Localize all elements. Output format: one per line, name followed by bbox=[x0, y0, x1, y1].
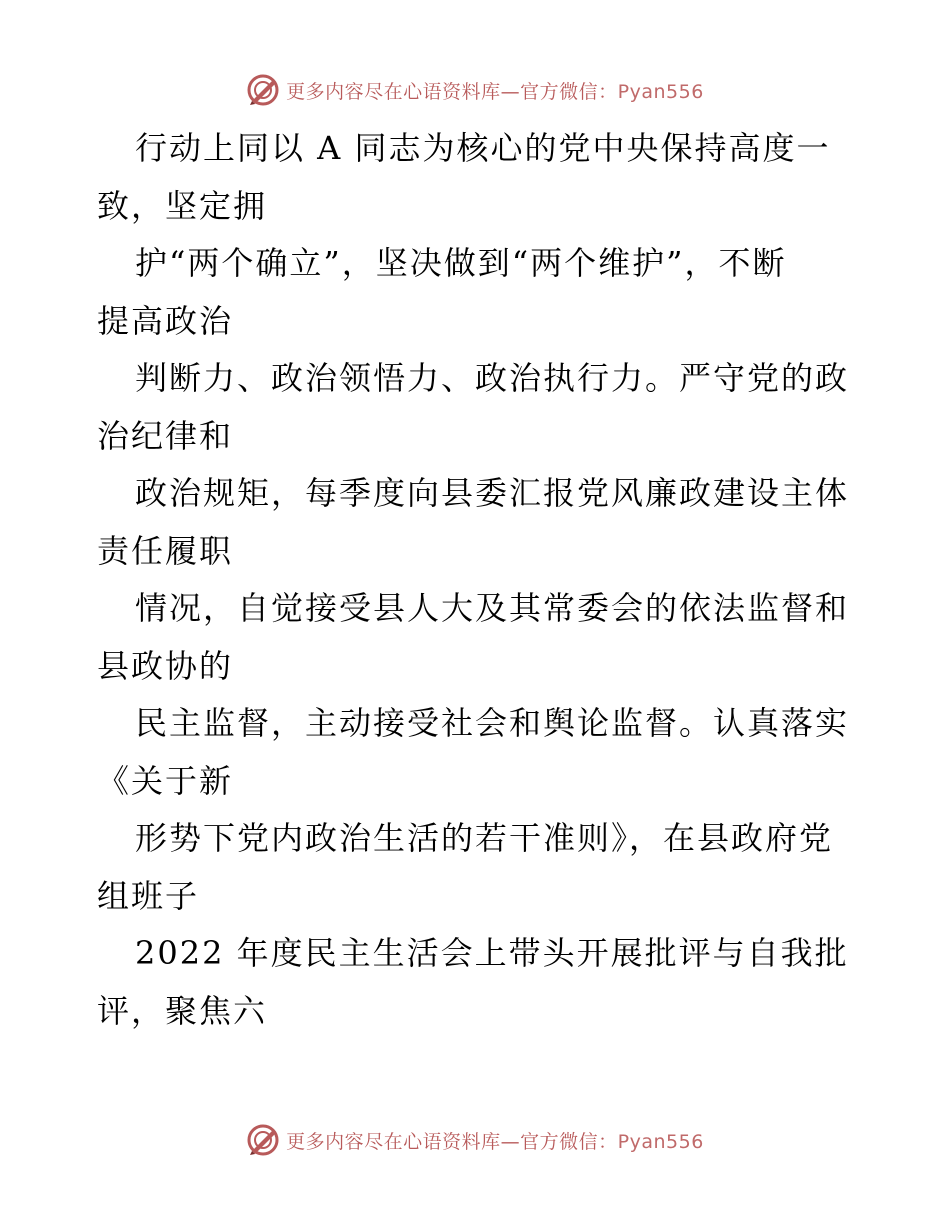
banner-wechat-id: Pyan556 bbox=[617, 80, 704, 103]
text-line: 护“两个确立”，坚决做到“两个维护”，不断 bbox=[135, 244, 787, 282]
banner-slogan: 更多内容尽在心语资料库—官方微信： bbox=[286, 80, 618, 103]
banner-wechat-id: Pyan556 bbox=[617, 1130, 704, 1153]
text-line: 评，聚焦六 bbox=[97, 991, 268, 1030]
text-line: 行动上同以 A 同志为核心的党中央保持高度一 bbox=[135, 129, 831, 167]
text-line: 政治规矩，每季度向县委汇报党风廉政建设主体 bbox=[135, 474, 850, 512]
text-line: 组班子 bbox=[97, 876, 200, 915]
text-line: 判断力、政治领悟力、政治执行力。严守党的政 bbox=[135, 359, 850, 397]
text-line: 提高政治 bbox=[97, 301, 234, 340]
banner-slogan: 更多内容尽在心语资料库—官方微信： bbox=[286, 1130, 618, 1153]
pen-logo-icon bbox=[246, 1123, 280, 1157]
text-line: 治纪律和 bbox=[97, 416, 234, 455]
text-line: 2022 年度民主生活会上带头开展批评与自我批 bbox=[135, 934, 849, 972]
text-line: 形势下党内政治生活的若干准则》，在县政府党 bbox=[135, 819, 834, 857]
text-line: 责任履职 bbox=[97, 531, 234, 570]
banner-text bbox=[286, 77, 704, 104]
text-line: 民主监督，主动接受社会和舆论监督。认真落实 bbox=[135, 704, 850, 742]
text-line: 县政协的 bbox=[97, 646, 234, 685]
text-line: 情况，自觉接受县人大及其常委会的依法监督和 bbox=[135, 589, 850, 627]
document-body bbox=[97, 120, 857, 1040]
footer-watermark-banner bbox=[0, 1120, 950, 1160]
text-line: 致，坚定拥 bbox=[97, 186, 268, 225]
banner-text bbox=[286, 1127, 704, 1154]
text-line: 《关于新 bbox=[97, 761, 234, 800]
pen-logo-icon bbox=[246, 73, 280, 107]
header-watermark-banner bbox=[0, 70, 950, 110]
